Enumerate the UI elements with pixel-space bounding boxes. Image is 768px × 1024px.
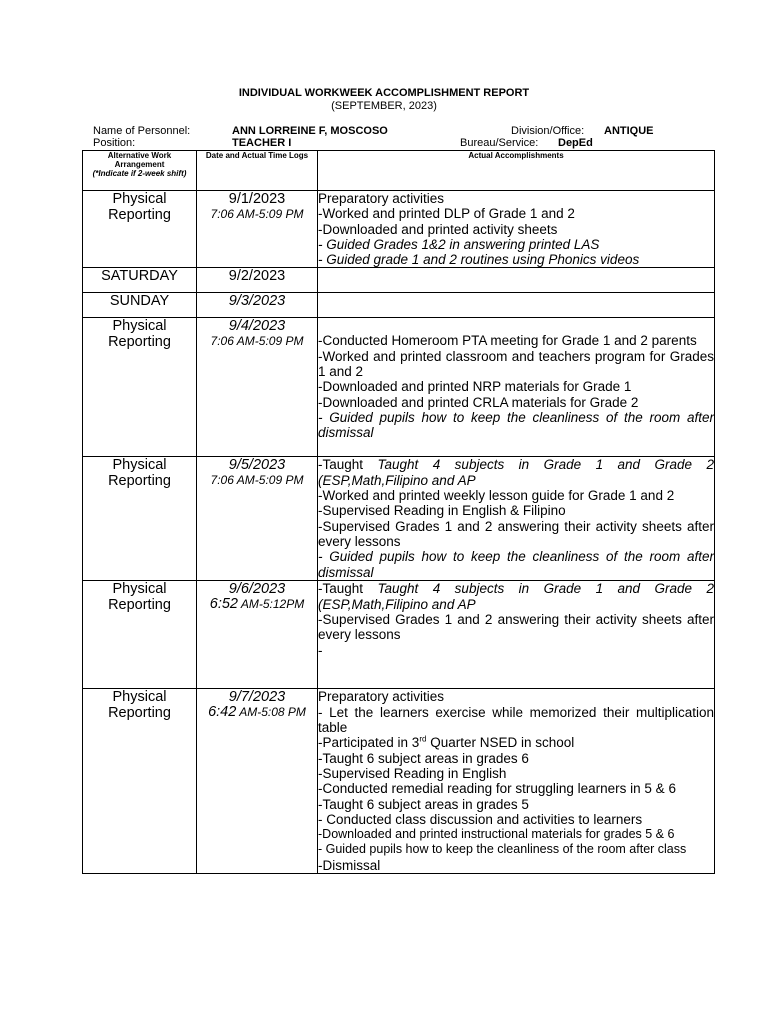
name-label: Name of Personnel: <box>93 125 191 137</box>
arrangement-cell: SUNDAY <box>83 293 197 318</box>
division-label: Division/Office: <box>511 125 585 137</box>
list-item: Preparatory activities <box>318 191 445 206</box>
list-item: -Worked and printed DLP of Grade 1 and 2 <box>318 206 575 222</box>
time-log <box>197 705 317 720</box>
accomplishment-cell <box>318 191 715 268</box>
time-hour: 6:42 <box>208 704 237 721</box>
table-row <box>83 689 715 874</box>
date-cell <box>197 581 318 689</box>
list-item: -Taught 6 subject areas in grades 6 <box>318 750 529 766</box>
col-header-date: Date and Actual Time Logs <box>197 151 318 191</box>
list-item: -Downloaded and printed instructional materials for grades 5 & 6 <box>318 827 675 842</box>
report-subtitle: (SEPTEMBER, 2023) <box>331 100 437 112</box>
date-value: 9/6/2023 <box>228 581 286 598</box>
table-row <box>83 457 715 581</box>
list-item: -Worked and printed weekly lesson guide for Grade 1 and 2 <box>318 488 675 504</box>
table-header-row <box>83 151 715 191</box>
date-cell <box>197 318 318 457</box>
time-log: 7:06 AM-5:09 PM <box>210 473 304 488</box>
list-item: -Supervised Grades 1 and 2 answering their activity sheets after every lessons <box>318 612 714 643</box>
time-log: 7:06 AM-5:09 PM <box>210 207 304 221</box>
col-header-accomplishments: Actual Accomplishments <box>318 151 715 191</box>
col-header-arrangement-note: (*Indicate if 2-week shift) <box>92 169 187 178</box>
table-row <box>83 581 715 689</box>
accomplishment-cell <box>318 581 715 689</box>
list-item: -Supervised Reading in English & Filipino <box>318 503 566 519</box>
name-value: ANN LORREINE F, MOSCOSO <box>232 125 388 137</box>
table-row <box>83 318 715 457</box>
list-item: -Conducted remedial reading for struggling learners in 5 & 6 <box>318 781 676 797</box>
report-title: INDIVIDUAL WORKWEEK ACCOMPLISHMENT REPORT <box>238 87 530 99</box>
date-value: 9/3/2023 <box>228 293 286 310</box>
position-label: Position: <box>93 137 136 149</box>
list-item: - Guided Grades 1&2 in answering printed LAS <box>318 236 600 252</box>
time-rest: AM-5:12PM <box>237 597 305 612</box>
time-log: 7:06 AM-5:09 PM <box>210 334 304 349</box>
col-header-arrangement-label: Alternative Work Arrangement <box>107 151 172 169</box>
time-hour: 6:52 <box>209 596 238 613</box>
date-value: 9/2/2023 <box>228 268 286 285</box>
list-item: - Let the learners exercise while memorized their multiplication table <box>318 704 714 736</box>
list-item: - Guided pupils how to keep the cleanliness of the room after dismissal <box>318 409 714 441</box>
list-item: - Guided pupils how to keep the cleanliness of the room after class <box>318 842 687 857</box>
taught-subjects: Taught 4 subjects in Grade 1 and Grade 2 (ESP,Math,Filipino and AP <box>318 457 714 488</box>
accomplishment-table <box>82 150 715 874</box>
bureau-label: Bureau/Service: <box>460 137 539 149</box>
arrangement-cell: Physical Reporting <box>83 457 197 581</box>
date-cell <box>197 191 318 268</box>
time-log <box>197 597 317 612</box>
list-item: - <box>318 642 323 658</box>
date-cell <box>197 457 318 581</box>
accomplishment-cell <box>318 293 715 318</box>
date-cell <box>197 293 318 318</box>
list-item: -Supervised Reading in English <box>318 765 507 781</box>
list-item <box>318 735 714 750</box>
list-item: -Supervised Grades 1 and 2 answering their activity sheets after every lessons <box>318 518 714 549</box>
date-cell <box>197 689 318 874</box>
table-row <box>83 293 715 318</box>
nsed-text-end: Quarter NSED in school <box>426 735 575 751</box>
position-value: TEACHER I <box>232 137 292 149</box>
bureau-value: DepEd <box>558 137 593 149</box>
division-value: ANTIQUE <box>604 125 654 137</box>
table-row <box>83 268 715 293</box>
list-item: -Dismissal <box>318 857 381 873</box>
date-value: 9/1/2023 <box>228 191 286 207</box>
list-item: -Downloaded and printed NRP materials for Grade 1 <box>318 379 632 395</box>
taught-subjects: Taught 4 subjects in Grade 1 and Grade 2 (ESP,Math,Filipino and AP <box>318 581 714 612</box>
list-item: -Downloaded and printed activity sheets <box>318 221 558 237</box>
list-item: - Guided pupils how to keep the cleanliness of the room after dismissal <box>318 549 714 580</box>
accomplishment-cell <box>318 318 715 457</box>
arrangement-cell: Physical Reporting <box>83 689 197 874</box>
arrangement-cell: Physical Reporting <box>83 318 197 457</box>
list-item: - Conducted class discussion and activities to learners <box>318 811 643 827</box>
arrangement-cell: Physical Reporting <box>83 581 197 689</box>
table-row <box>83 191 715 268</box>
date-cell <box>197 268 318 293</box>
list-item: -Taught 6 subject areas in grades 5 <box>318 796 529 812</box>
accomplishment-cell <box>318 457 715 581</box>
arrangement-cell: SATURDAY <box>83 268 197 293</box>
ordinal-suffix: rd <box>419 734 427 744</box>
col-header-arrangement <box>83 151 197 191</box>
nsed-text-start: -Participated in 3 <box>318 735 420 751</box>
list-item: - Guided grade 1 and 2 routines using Phonics videos <box>318 252 640 268</box>
date-value: 9/7/2023 <box>228 689 286 706</box>
list-item: -Conducted Homeroom PTA meeting for Grade 1 and 2 parents <box>318 333 697 349</box>
date-value: 9/5/2023 <box>228 457 286 474</box>
taught-prefix: -Taught <box>318 457 378 473</box>
date-value: 9/4/2023 <box>228 318 286 335</box>
list-item <box>318 457 714 488</box>
time-rest: AM-5:08 PM <box>236 705 306 720</box>
accomplishment-cell <box>318 268 715 293</box>
list-item: -Downloaded and printed CRLA materials for Grade 2 <box>318 394 639 410</box>
list-item: Preparatory activities <box>318 689 445 705</box>
arrangement-cell: Physical Reporting <box>83 191 197 268</box>
list-item: -Worked and printed classroom and teachers program for Grades 1 and 2 <box>318 348 714 380</box>
taught-prefix: -Taught <box>318 581 378 597</box>
accomplishment-cell <box>318 689 715 874</box>
list-item <box>318 581 714 612</box>
